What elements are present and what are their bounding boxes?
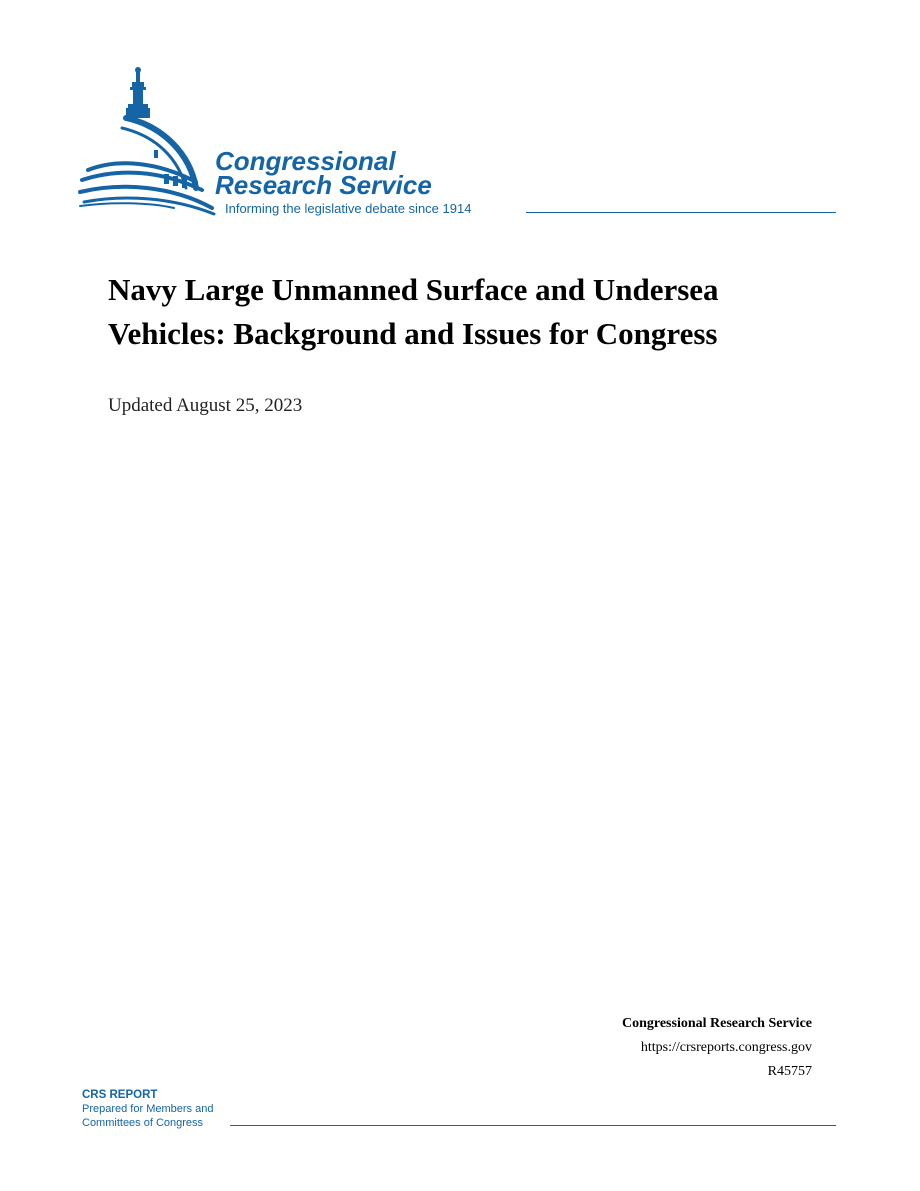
logo-name-line1: Congressional <box>215 146 396 176</box>
footer <box>82 1088 836 1130</box>
capitol-dome-icon <box>78 66 218 216</box>
publisher-block <box>622 1012 812 1084</box>
footer-line1: Prepared for Members and <box>82 1103 214 1115</box>
crs-logo <box>78 66 838 226</box>
updated-date: Updated August 25, 2023 <box>108 395 303 416</box>
publisher-organization: Congressional Research Service <box>621 1016 812 1031</box>
logo-tagline: Informing the legislative debate since 1914 <box>225 201 472 216</box>
tagline-divider <box>526 212 836 213</box>
publisher-url[interactable]: https://crsreports.congress.gov <box>640 1040 812 1055</box>
footer-divider <box>230 1125 836 1126</box>
report-title: Navy Large Unmanned Surface and Undersea Vehicles: Background and Issues for Congress <box>108 272 719 351</box>
footer-label: CRS REPORT <box>82 1089 158 1101</box>
logo-name-line2: Research Service <box>215 170 432 200</box>
footer-line2: Committees of Congress <box>82 1117 204 1129</box>
report-number: R45757 <box>767 1064 812 1079</box>
